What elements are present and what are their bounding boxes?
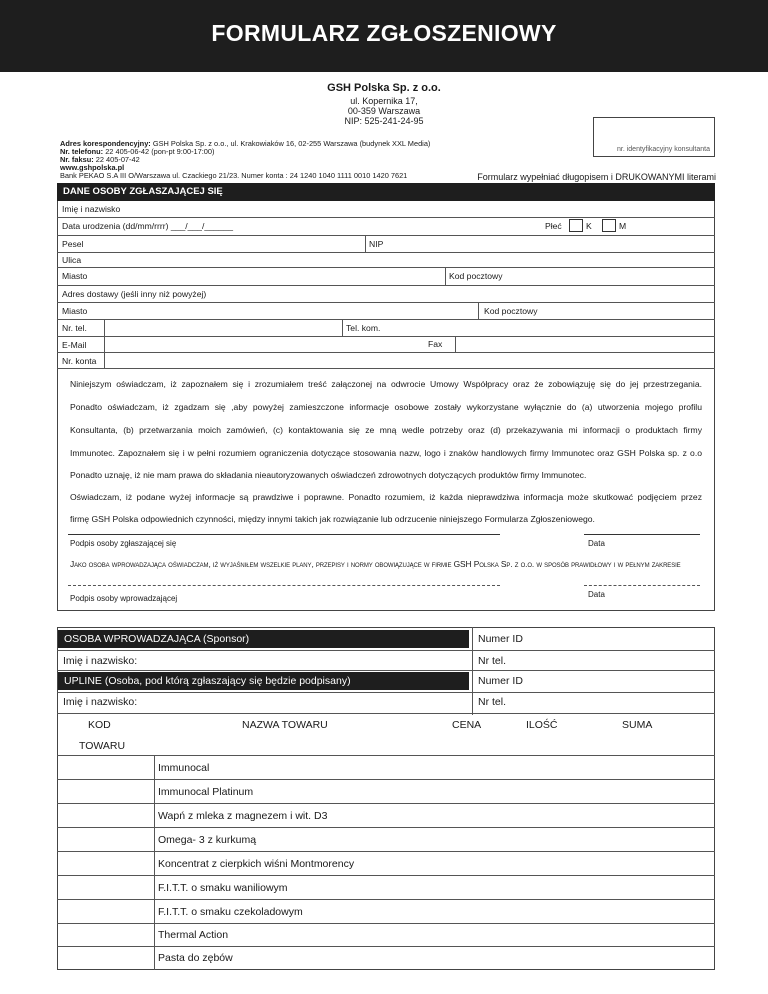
- pesel-field-label: Pesel: [62, 239, 84, 249]
- account-field[interactable]: [106, 354, 710, 367]
- code-header-line2: TOWARU: [79, 740, 126, 752]
- divider: [57, 217, 715, 218]
- divider: [445, 267, 446, 285]
- applicant-date-label: Data: [588, 539, 605, 548]
- street-field[interactable]: [100, 254, 710, 266]
- phone-field-label: Nr. tel.: [62, 323, 87, 333]
- upline-name-field[interactable]: [160, 694, 468, 710]
- divider: [57, 851, 715, 852]
- divider: [104, 319, 105, 336]
- sum-header: SUMA: [622, 719, 653, 731]
- delivery-address-label: Adres dostawy (jeśli inny niż powyżej): [62, 289, 207, 299]
- upline-phone-label: Nr tel.: [478, 696, 507, 708]
- applicant-signature-label: Podpis osoby zgłaszającej się: [70, 539, 177, 548]
- sponsor-signature-label: Podpis osoby wprowadzającej: [70, 594, 178, 603]
- nip-field-label: NIP: [369, 239, 384, 249]
- divider: [57, 319, 715, 320]
- sex-male-label: M: [619, 221, 627, 231]
- divider: [57, 899, 715, 900]
- divider: [342, 319, 343, 336]
- divider: [57, 875, 715, 876]
- sponsor-title: OSOBA WPROWADZAJĄCA (Sponsor): [58, 630, 469, 648]
- quantity-header: ILOŚĆ: [526, 719, 558, 731]
- product-name: F.I.T.T. o smaku czekoladowym: [158, 906, 303, 918]
- code-header: KOD: [88, 719, 111, 731]
- sponsor-phone-field[interactable]: [520, 652, 710, 668]
- applicant-signature-line[interactable]: [68, 534, 500, 535]
- account-field-label: Nr. konta: [62, 356, 97, 366]
- mobile-field[interactable]: [390, 321, 710, 335]
- divider: [478, 302, 479, 319]
- contact-address: Adres korespondencyjny: GSH Polska Sp. z o.o., ul. Krakowiaków 16, 02-255 Warszawa (budynek XXL Media): [60, 139, 431, 148]
- divider: [57, 267, 715, 268]
- divider: [57, 252, 715, 253]
- company-name: GSH Polska Sp. z o.o.: [327, 82, 441, 94]
- divider: [57, 336, 715, 337]
- applicant-date-line[interactable]: [584, 534, 700, 535]
- sponsor-name-label: Imię i nazwisko:: [63, 655, 138, 667]
- divider: [57, 650, 715, 651]
- sponsor-name-field[interactable]: [160, 652, 468, 668]
- divider: [154, 755, 155, 970]
- divider: [455, 336, 456, 352]
- contact-website: www.gshpolska.pl: [60, 163, 125, 172]
- product-name: Pasta do zębów: [158, 952, 233, 964]
- sex-female-label: K: [586, 221, 592, 231]
- delivery-address-field[interactable]: [230, 287, 710, 301]
- contact-bank: Bank PEKAO S.A III O/Warszawa ul. Czackiego 21/23. Numer konta : 24 1240 1040 1111 0010 1420 7621: [60, 171, 408, 180]
- delivery-city-field[interactable]: [100, 304, 475, 318]
- city-field[interactable]: [100, 269, 442, 283]
- sex-female-checkbox[interactable]: [569, 219, 583, 232]
- divider: [57, 923, 715, 924]
- name-field-label: Imię i nazwisko: [62, 204, 121, 214]
- divider: [472, 627, 473, 715]
- fax-field-label: Fax: [428, 339, 443, 349]
- divider: [57, 779, 715, 780]
- divider: [104, 352, 105, 368]
- city-field-label: Miasto: [62, 271, 88, 281]
- upline-title: UPLINE (Osoba, pod którą zgłaszający się będzie podpisany): [58, 672, 469, 690]
- divider: [57, 827, 715, 828]
- divider: [57, 803, 715, 804]
- upline-id-label: Numer ID: [478, 675, 523, 687]
- fax-field[interactable]: [457, 338, 710, 351]
- sponsor-id-label: Numer ID: [478, 633, 523, 645]
- price-header: CENA: [452, 719, 482, 731]
- declaration-line: Konsultanta, (b) przetwarzania moich zamówień, (c) kontaktowania się ze mną wedle potrzeby oraz (d) przekazywania mi informacji o produktach firmy: [70, 425, 702, 435]
- sex-male-checkbox[interactable]: [602, 219, 616, 232]
- sponsor-date-line[interactable]: [584, 585, 700, 586]
- divider: [57, 368, 715, 369]
- product-name: F.I.T.T. o smaku waniliowym: [158, 882, 288, 894]
- divider: [57, 692, 715, 693]
- divider: [57, 235, 715, 236]
- pesel-field[interactable]: [100, 237, 362, 251]
- product-name: Immunocal: [158, 762, 210, 774]
- postcode-field-label: Kod pocztowy: [449, 271, 503, 281]
- company-street: ul. Kopernika 17,: [350, 96, 418, 106]
- product-name: Wapń z mleka z magnezem i wit. D3: [158, 810, 328, 822]
- consultant-id-label: nr. identyfikacyjny konsultanta: [617, 146, 710, 153]
- declaration-line: Niniejszym oświadczam, iż zapoznałem się i zrozumiałem treść załączonej na odwrocie Umowy Współpracy oraz że zobowiązuję się do jej przestrzegania.: [70, 379, 702, 389]
- email-field-label: E-Mail: [62, 340, 87, 350]
- form-instruction: Formularz wypełniać długopisem i DRUKOWANYMI literami: [477, 172, 716, 182]
- product-name: Omega- 3 z kurkumą: [158, 834, 257, 846]
- divider: [57, 713, 715, 714]
- street-field-label: Ulica: [62, 255, 82, 265]
- declaration-line: firmę GSH Polska odpowiednich czynności, między innymi takich jak rozwiązanie lub odrzucenie niniejszego Formularza Zgłoszeniowego.: [70, 514, 595, 524]
- applicant-section-title: DANE OSOBY ZGŁASZAJĄCEJ SIĘ: [57, 183, 715, 201]
- delivery-postcode-field[interactable]: [550, 304, 710, 318]
- divider: [104, 336, 105, 352]
- nip-field[interactable]: [390, 237, 710, 251]
- phone-field[interactable]: [106, 321, 340, 335]
- declaration-line: Ponadto oświadczam, iż zgadzam się ,aby powyżej zamieszczone informacje osobowe zostały wykorzystane wyłącznie do (a) utworzenia mojego profilu: [70, 402, 702, 412]
- sponsor-statement: Jako osoba wprowadzająca oświadczam, iż wyjaśniłem wszelkie plany, przepisy i normy obowiązujące w firmie GSH Polska Sp. z o.o. w sposób prawidłowy i w pełnym zakresie: [70, 559, 681, 569]
- sponsor-date-label: Data: [588, 590, 605, 599]
- form-title: FORMULARZ ZGŁOSZENIOWY: [211, 20, 557, 46]
- divider: [57, 670, 715, 671]
- upline-phone-field[interactable]: [520, 694, 710, 710]
- name-header: NAZWA TOWARU: [242, 719, 328, 731]
- divider: [57, 946, 715, 947]
- sponsor-phone-label: Nr tel.: [478, 655, 507, 667]
- divider: [57, 302, 715, 303]
- mobile-field-label: Tel. kom.: [346, 323, 381, 333]
- divider: [365, 235, 366, 252]
- product-name: Thermal Action: [158, 929, 229, 941]
- name-field[interactable]: [150, 202, 710, 216]
- upline-name-label: Imię i nazwisko:: [63, 696, 138, 708]
- contact-phone: Nr. telefonu: 22 405-06-42 (pon-pt 9:00-17:00): [60, 147, 215, 156]
- postcode-field[interactable]: [510, 269, 710, 283]
- product-name: Immunocal Platinum: [158, 786, 254, 798]
- delivery-city-label: Miasto: [62, 306, 88, 316]
- email-field[interactable]: [106, 338, 424, 351]
- sponsor-signature-line[interactable]: [68, 585, 500, 586]
- company-nip: NIP: 525-241-24-95: [344, 116, 424, 126]
- divider: [57, 352, 715, 353]
- product-name: Koncentrat z cierpkich wiśni Montmorency: [158, 858, 355, 870]
- declaration-line: Ponadto uznaję, iż nie mam prawa do składania nieautoryzowanych oświadczeń zdrowotnych dotyczących produktów firmy Immunotec.: [70, 470, 587, 480]
- dob-field-label[interactable]: Data urodzenia (dd/mm/rrrr) ___/___/______: [62, 221, 234, 231]
- delivery-postcode-label: Kod pocztowy: [484, 306, 538, 316]
- divider: [57, 755, 715, 756]
- declaration-line: Immunotec. Zapoznałem się i w pełni rozumiem ograniczenia dotyczące stosowania nazw, logo i znaków handlowych firmy Immunotec oraz GSH Polska sp. z o.o: [70, 448, 702, 458]
- contact-fax: Nr. faksu: 22 405-07-42: [60, 155, 140, 164]
- divider: [57, 285, 715, 286]
- company-city: 00-359 Warszawa: [347, 106, 421, 116]
- declaration-line: Oświadczam, iż podane wyżej informacje są prawdziwe i poprawne. Ponadto rozumiem, iż każda nieprawdziwa informacja może skutkować podjęciem przez: [70, 492, 702, 502]
- sex-label: Płeć: [545, 221, 562, 231]
